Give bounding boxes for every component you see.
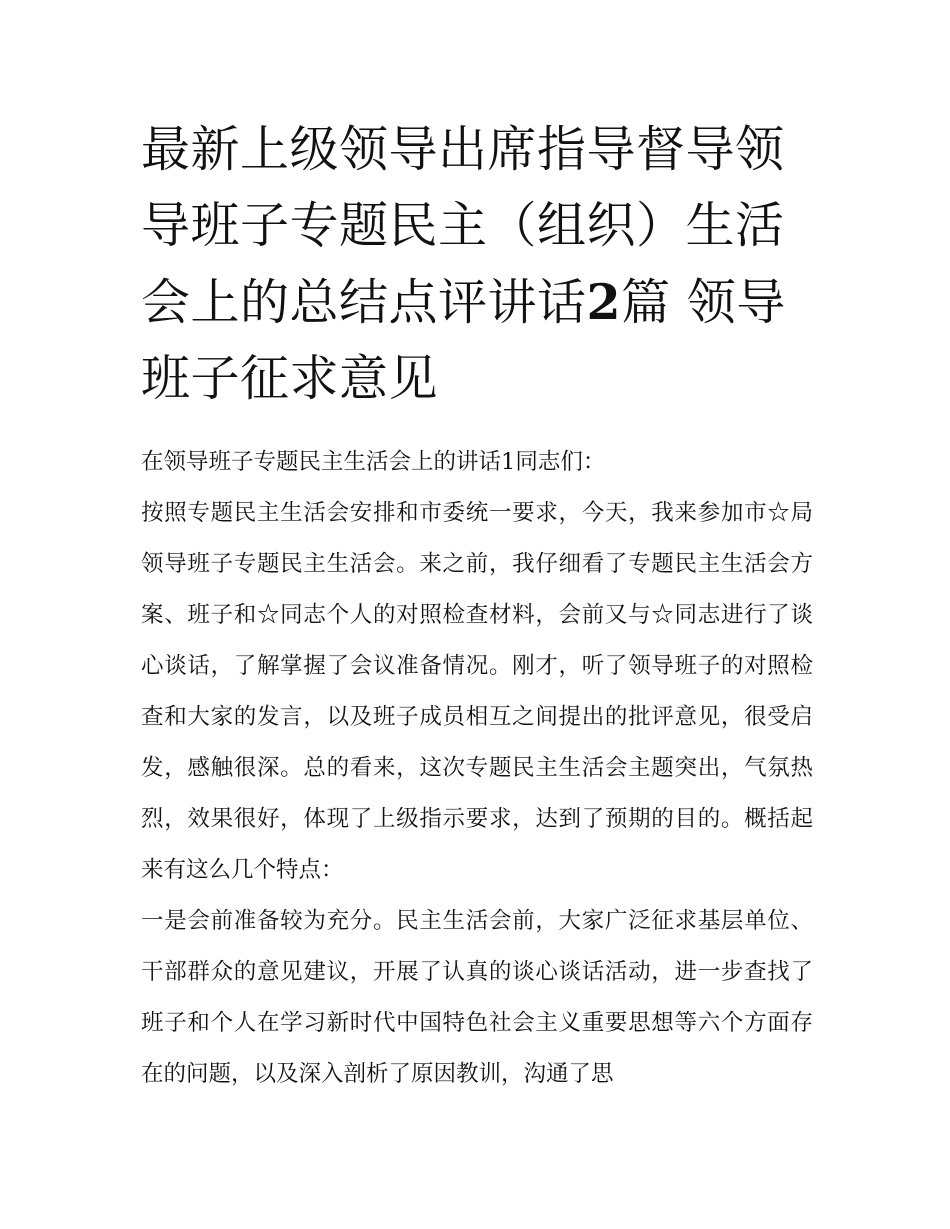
document-title <box>141 112 813 417</box>
paragraph-opening: 在领导班子专题民主生活会上的讲话1同志们： <box>141 449 606 475</box>
title-text-after: 篇 领导班子征求意见 <box>141 274 786 407</box>
title-number: 2 <box>586 273 622 331</box>
paragraph-point-one: 一是会前准备较为充分。民主生活会前，大家广泛征求基层单位、干部群众的意见建议，开展了认真的谈心谈话活动，进一步查找了班子和个人在学习新时代中国特色社会主义重要思想等六个方面存在的问题，以及深入剖析了原因教训，沟通了思 <box>141 908 813 1087</box>
document-page <box>141 112 813 1100</box>
title-text-before: 最新上级领导出席指导督导领导班子专题民主（组织）生活会上的总结点评讲话 <box>141 121 785 331</box>
document-body <box>141 437 813 1100</box>
paragraph-intro: 按照专题民主生活会安排和市委统一要求，今天，我来参加市☆局领导班子专题民主生活会。来之前，我仔细看了专题民主生活会方案、班子和☆同志个人的对照检查材料，会前又与☆同志进行了谈心谈话，了解掌握了会议准备情况。刚才，听了领导班子的对照检查和大家的发言，以及班子成员相互之间提出的批评意见，很受启发，感触很深。总的看来，这次专题民主生活会主题突出，气氛热烈，效果很好，体现了上级指示要求，达到了预期的目的。概括起来有这么几个特点： <box>141 500 813 883</box>
